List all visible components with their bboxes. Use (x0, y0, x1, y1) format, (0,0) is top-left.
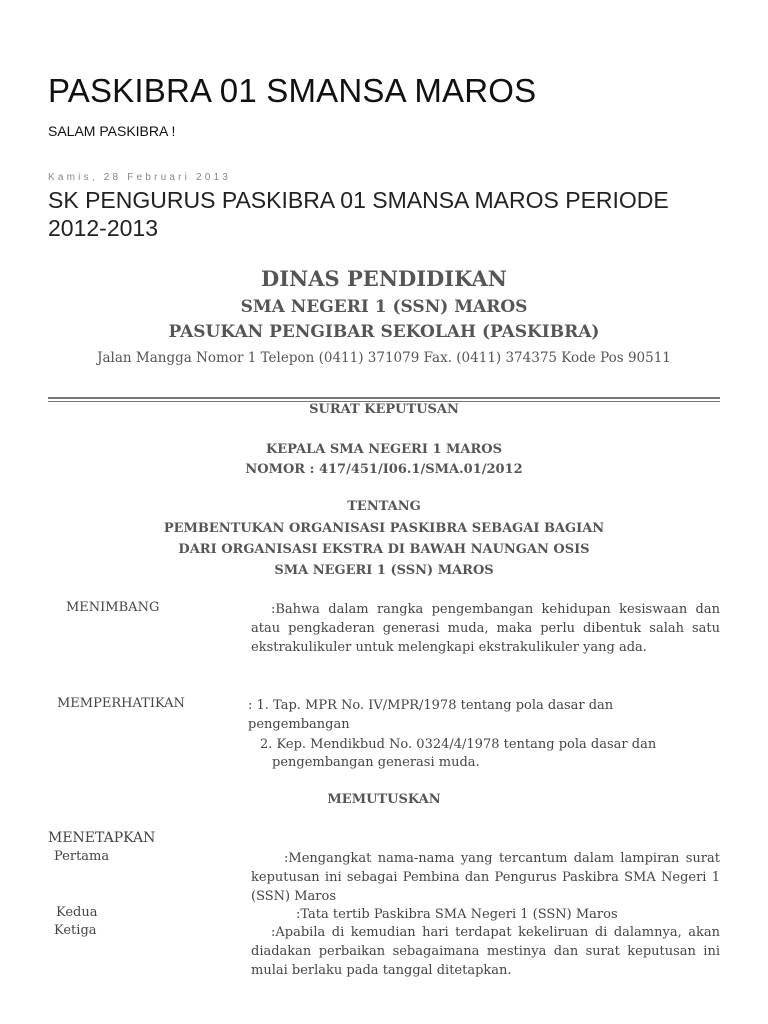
decree-heading: SURAT KEPUTUSAN (309, 402, 459, 417)
decides-first-label: Pertama (54, 849, 110, 864)
decree-about-line-1: PEMBENTUKAN ORGANISASI PASKIBRA SEBAGAI BAGIAN (163, 521, 605, 536)
decree-about-line-3: SMA NEGERI 1 (SSN) MAROS (274, 563, 494, 578)
letterhead-school: SMA NEGERI 1 (SSN) MAROS (240, 297, 528, 317)
letterhead-unit: PASUKAN PENGIBAR SEKOLAH (PASKIBRA) (168, 322, 600, 342)
considering-label: MENIMBANG (66, 600, 160, 615)
blog-description: SALAM PASKIBRA ! (48, 123, 176, 139)
decides-first-text: :Mengangkat nama-nama yang tercantum dalam lampiran surat keputusan ini sebagai Pembina dan Pengurus Paskibra SMA Negeri 1 (SSN) Maros (251, 851, 720, 904)
decides-second-text: :Tata tertib Paskibra SMA Negeri 1 (SSN) Maros (296, 907, 618, 922)
noting-item-2: 2. Kep. Mendikbud No. 0324/4/1978 tentang pola dasar dan (260, 737, 657, 752)
decree-number: NOMOR : 417/451/I06.1/SMA.01/2012 (245, 462, 523, 477)
decides-label: MENETAPKAN (48, 830, 156, 846)
decides-second-label: Kedua (56, 905, 98, 920)
blog-title[interactable]: PASKIBRA 01 SMANSA MAROS (48, 72, 537, 109)
post-title[interactable]: SK PENGURUS PASKIBRA 01 SMANSA MAROS PERIODE 2012-2013 (48, 187, 669, 241)
considering-text: :Bahwa dalam rangka pengembangan kehidupan kesiswaan dan atau pengkaderan generasi muda, maka perlu dibentuk salah satu ekstrakulikuler untuk melengkapi ekstrakulikuler yang ada. (251, 602, 720, 655)
decree-about-label: TENTANG (347, 499, 421, 514)
noting-item-2-continued: pengembangan generasi muda. (272, 755, 480, 770)
decree-about-line-2: DARI ORGANISASI EKSTRA DI BAWAH NAUNGAN OSIS (178, 542, 590, 557)
decides-heading: MEMUTUSKAN (327, 792, 441, 807)
post-date: Kamis, 28 Februari 2013 (48, 172, 232, 183)
decree-issuer: KEPALA SMA NEGERI 1 MAROS (265, 442, 503, 457)
decides-third-label: Ketiga (54, 923, 97, 938)
letterhead-address: Jalan Mangga Nomor 1 Telepon (0411) 371079 Fax. (0411) 374375 Kode Pos 90511 (97, 350, 671, 366)
noting-item-1: : 1. Tap. MPR No. IV/MPR/1978 tentang pola dasar dan pengembangan (248, 698, 614, 732)
noting-label: MEMPERHATIKAN (57, 696, 185, 711)
decides-third-text: :Apabila di kemudian hari terdapat kekeliruan di dalamnya, akan diadakan perbaikan sebagaimana mestinya dan surat keputusan ini mulai berlaku pada tanggal ditetapkan. (251, 925, 720, 978)
letterhead-agency: DINAS PENDIDIKAN (261, 266, 507, 291)
